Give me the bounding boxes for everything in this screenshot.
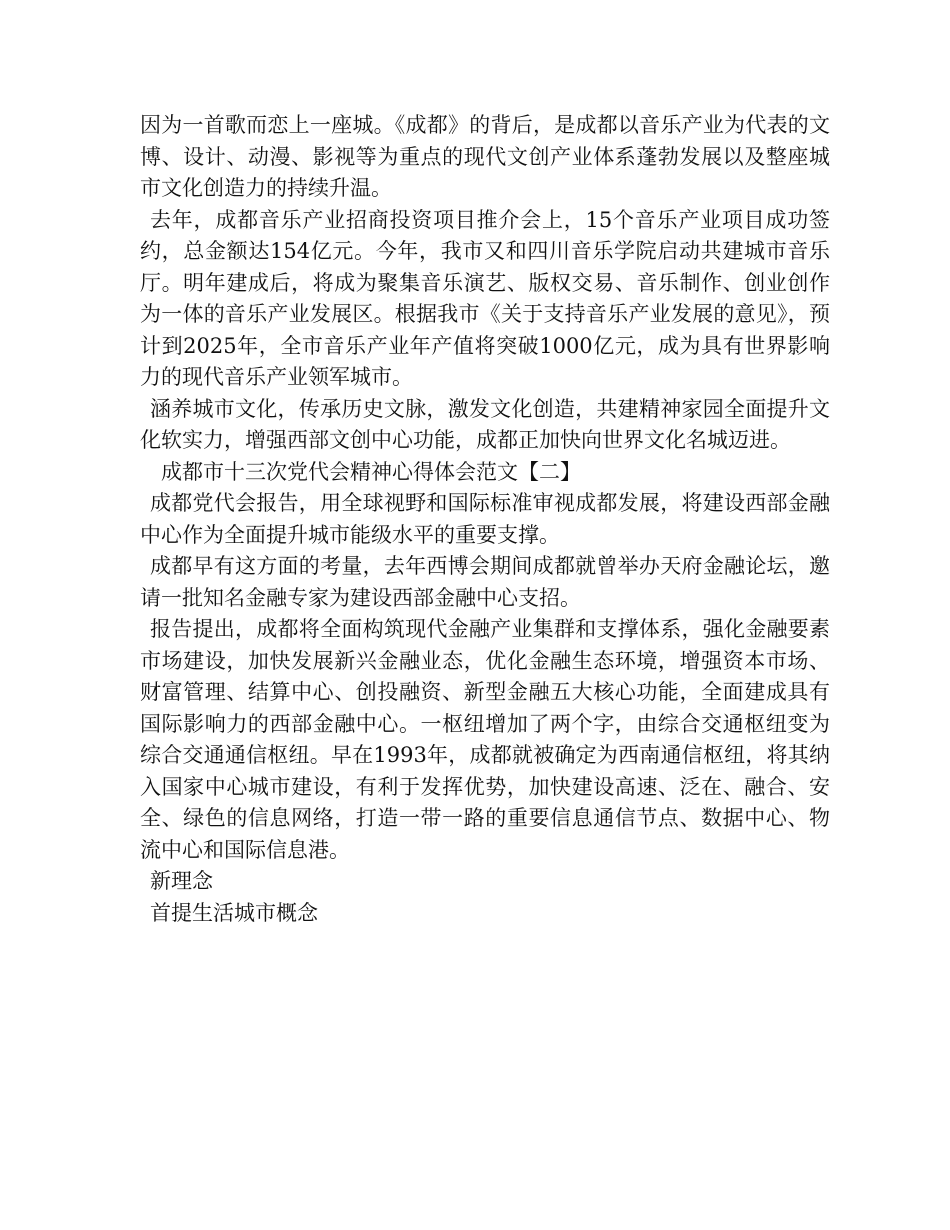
subheading-living-city: 首提生活城市概念 <box>150 900 318 925</box>
paragraph-report-details: 报告提出，成都将全面构筑现代金融产业集群和支撑体系，强化金融要素市场建设，加快发展新兴金融业态，优化金融生态环境，增强资本市场、财富管理、结算中心、创投融资、新型金融五大核心功能，全面建成具有国际影响力的西部金融中心。一枢纽增加了两个字，由综合交通枢纽变为综合交通通信枢纽。早在1993年，成都就被确定为西南通信枢纽，将其纳入国家中心城市建设，有利于发挥优势，加快建设高速、泛在、融合、安全、绿色的信息网络，打造一带一路的重要信息通信节点、数据中心、物流中心和国际信息港。 <box>140 617 830 862</box>
paragraph-finance-forum: 成都早有这方面的考量，去年西博会期间成都就曾举办天府金融论坛，邀请一批知名金融专家为建设西部金融中心支招。 <box>140 554 830 610</box>
subheading-new-concept: 新理念 <box>150 869 213 893</box>
section-heading: 成都市十三次党代会精神心得体会范文【二】 <box>161 459 581 484</box>
paragraph-culture-soft-power: 涵养城市文化，传承历史文脉，激发文化创造，共建精神家园全面提升文化软实力，增强西部文创中心功能，成都正加快向世界文化名城迈进。 <box>140 396 830 452</box>
document-page <box>140 110 830 929</box>
paragraph-finance-center: 成都党代会报告，用全球视野和国际标准审视成都发展，将建设西部金融中心作为全面提升城市能级水平的重要支撑。 <box>140 491 830 547</box>
paragraph-music-industry: 去年，成都音乐产业招商投资项目推介会上，15个音乐产业项目成功签约，总金额达154亿元。今年，我市又和四川音乐学院启动共建城市音乐厅。明年建成后，将成为聚集音乐演艺、版权交易、音乐制作、创业创作为一体的音乐产业发展区。根据我市《关于支持音乐产业发展的意见》，预计到2025年，全市音乐产业年产值将突破1000亿元，成为具有世界影响力的现代音乐产业领军城市。 <box>140 207 830 389</box>
paragraph-culture-intro: 因为一首歌而恋上一座城。《成都》的背后，是成都以音乐产业为代表的文博、设计、动漫、影视等为重点的现代文创产业体系蓬勃发展以及整座城市文化创造力的持续升温。 <box>140 113 830 200</box>
